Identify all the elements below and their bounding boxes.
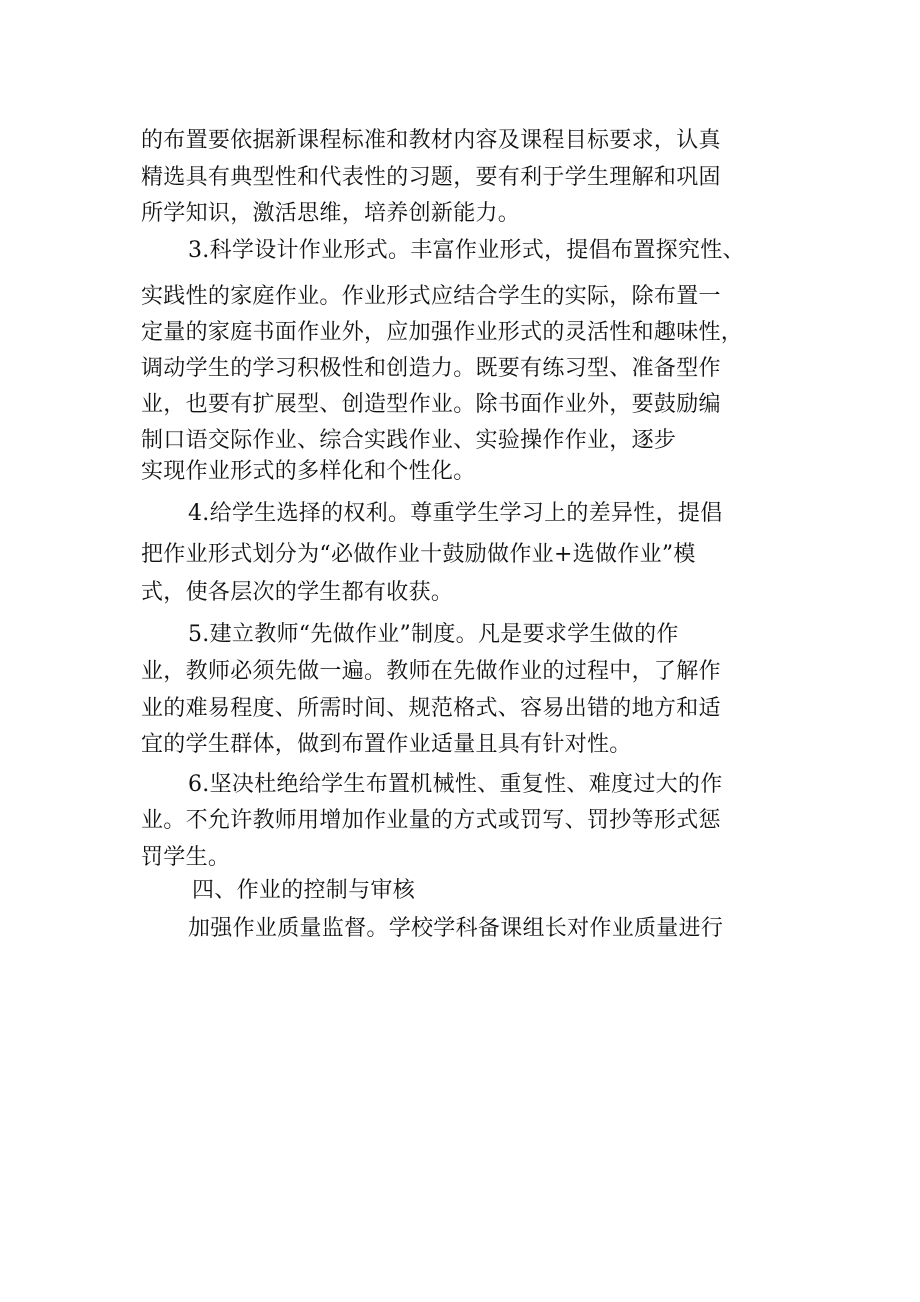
- text-line: 业的难易程度、所需时间、规范格式、容易出错的地方和适: [141, 696, 721, 721]
- text-line: 4.给学生选择的权利。尊重学生学习上的差异性，提倡: [188, 501, 723, 526]
- text-line: 所学知识，激活思维，培养创新能力。: [141, 201, 521, 226]
- text-line: 业。不允许教师用增加作业量的方式或罚写、罚抄等形式惩: [141, 808, 721, 833]
- text-line: 加强作业质量监督。学校学科备课组长对作业质量进行: [188, 916, 724, 941]
- text-line: 调动学生的学习积极性和创造力。既要有练习型、准备型作: [141, 356, 721, 381]
- text-line: 宜的学生群体，做到布置作业适量且具有针对性。: [141, 732, 632, 757]
- text-line: 把作业形式划分为“必做作业十鼓励做作业+选做作业”模: [141, 542, 696, 567]
- text-line: 业，也要有扩展型、创造型作业。除书面作业外，要鼓励编: [141, 392, 721, 417]
- text-line: 精选具有典型性和代表性的习题，要有利于学生理解和巩固: [141, 165, 721, 190]
- text-line: 定量的家庭书面作业外，应加强作业形式的灵活性和趣味性，: [141, 320, 744, 345]
- text-line: 制口语交际作业、综合实践作业、实验操作作业，逐步: [141, 428, 677, 453]
- text-line: 3.科学设计作业形式。丰富作业形式，提倡布置探究性、: [188, 238, 745, 263]
- text-line: 实践性的家庭作业。作业形式应结合学生的实际，除布置一: [141, 284, 721, 309]
- text-line: 罚学生。: [141, 845, 231, 870]
- text-line: 5.建立教师“先做作业”制度。凡是要求学生做的作: [188, 622, 679, 647]
- text-line: 的布置要依据新课程标准和教材内容及课程目标要求，认真: [141, 128, 721, 153]
- text-line: 业，教师必须先做一遍。教师在先做作业的过程中，了解作: [141, 659, 721, 684]
- section-heading: 四、作业的控制与审核: [192, 878, 416, 903]
- text-line: 6.坚决杜绝给学生布置机械性、重复性、难度过大的作: [188, 772, 723, 797]
- text-line: 式，使各层次的学生都有收获。: [141, 580, 454, 605]
- text-line: 实现作业形式的多样化和个性化。: [141, 459, 476, 484]
